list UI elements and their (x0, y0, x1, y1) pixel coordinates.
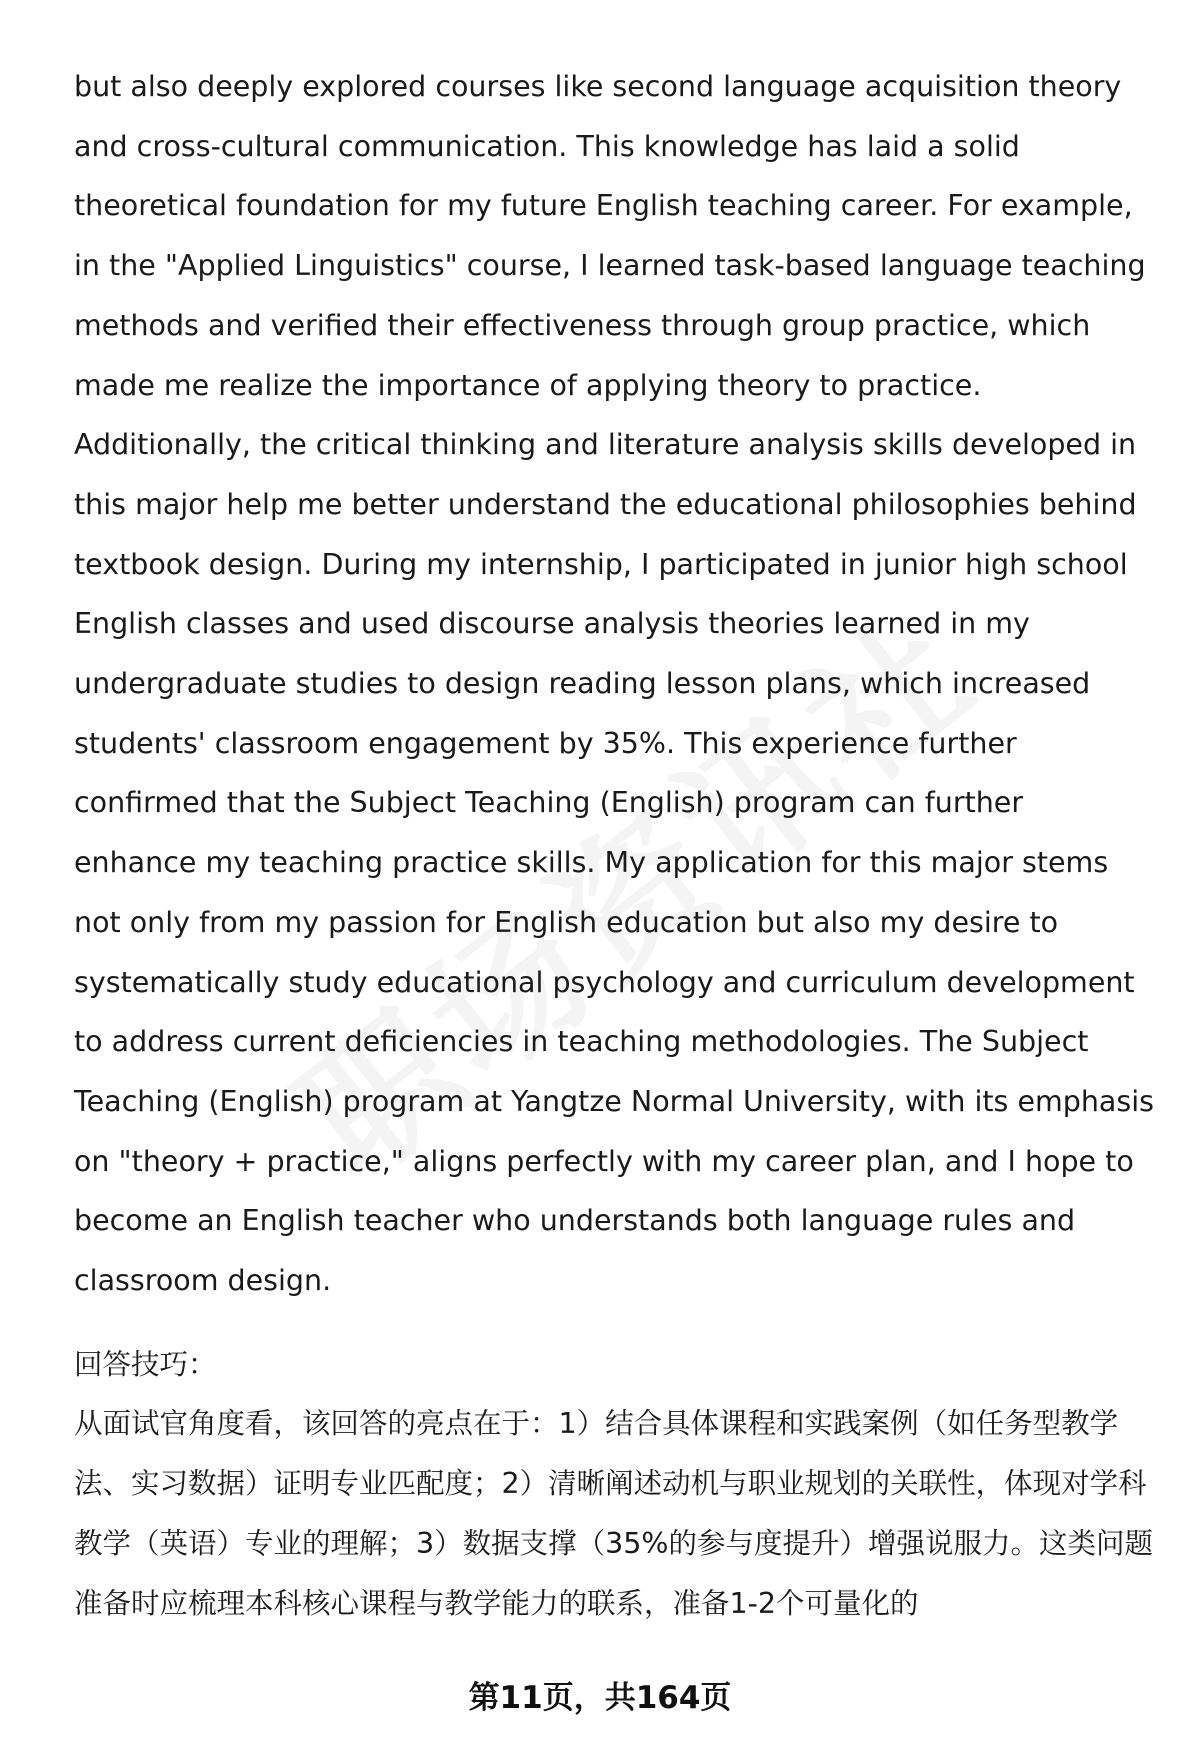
tips-paragraph: 从面试官角度看，该回答的亮点在于：1）结合具体课程和实践案例（如任务型教学法、实习数据）证明专业匹配度；2）清晰阐述动机与职业规划的关联性，体现对学科教学（英语）专业的理解；3）数据支撑（35%的参与度提升）增强说服力。这类问题准备时应梳理本科核心课程与教学能力的联系，准备1-2个可量化的 (74, 1407, 1153, 1620)
tips-heading: 回答技巧： (74, 1347, 217, 1381)
page-number: 第11页，共164页 (468, 1680, 732, 1716)
answer-paragraph: but also deeply explored courses like second language acquisition theory and cross-cultural communication. This knowledge has laid a solid theoretical foundation for my future English teaching career. For example, in the "Applied Linguistics" course, I learned task-based language teaching methods and verified their effectiveness through group practice, which made me realize the importance of applying theory to practice. Additionally, the critical thinking and literature analysis skills developed in this major help me better understand the educational philosophies behind textbook design. During my internship, I participated in junior high school English classes and used discourse analysis theories learned in my undergraduate studies to design reading lesson plans, which increased students' classroom engagement by 35%. This experience further confirmed that the Subject Teaching (English) program can further enhance my teaching practice skills. My application for this major stems not only from my passion for English education but also my desire to systematically study educational psychology and curriculum development to address current deficiencies in teaching methodologies. The Subject Teaching (English) program at Yangtze Normal University, with its emphasis on "theory + practice," aligns perfectly with my career plan, and I hope to become an English teacher who understands both language rules and classroom design. (74, 70, 1154, 1298)
document-content (74, 57, 1154, 1633)
